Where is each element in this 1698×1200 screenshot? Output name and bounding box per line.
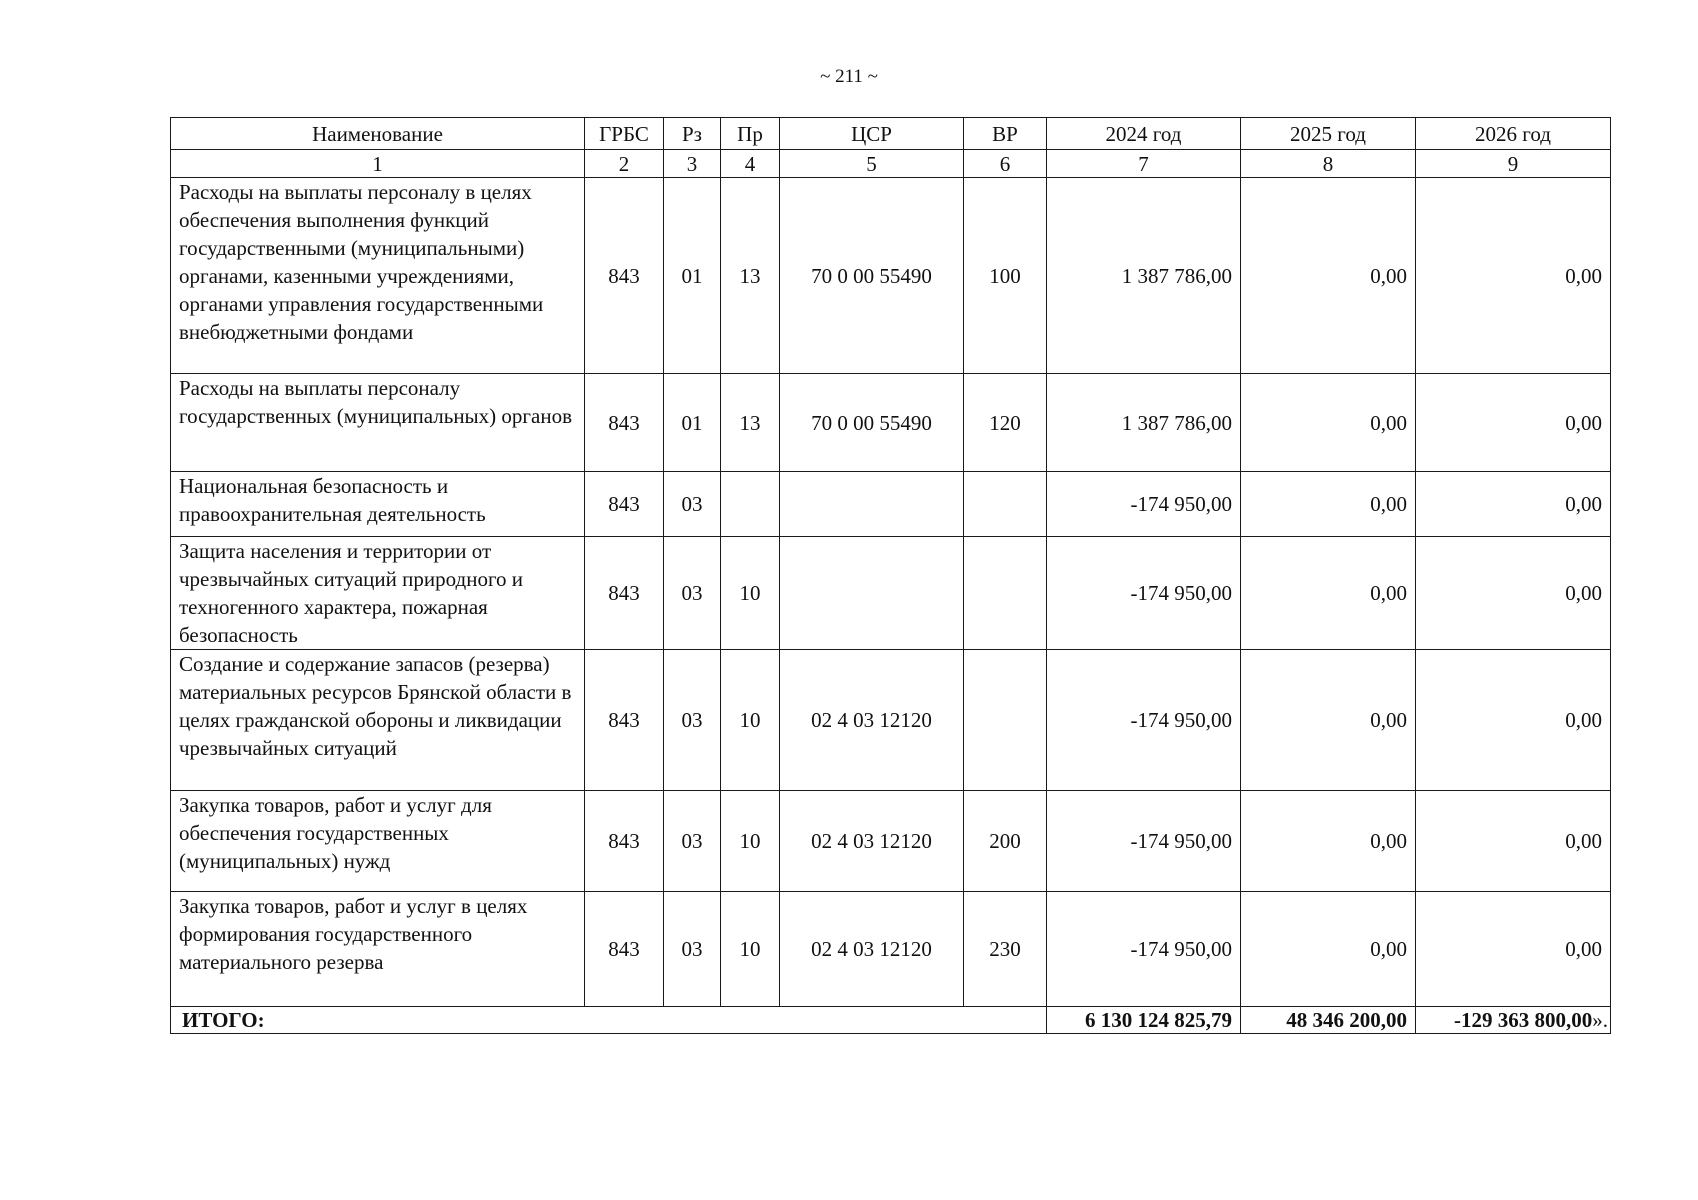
column-number: 8 — [1241, 150, 1416, 178]
row-name: Закупка товаров, работ и услуг для обеспечения государственных (муниципальных) нужд — [171, 791, 585, 892]
table-row — [171, 791, 1611, 892]
header-name: Наименование — [171, 118, 585, 150]
closing-quote: ». — [1592, 1008, 1608, 1032]
row-grbs: 843 — [585, 791, 664, 892]
row-pr — [721, 472, 780, 537]
row-rz: 01 — [664, 178, 721, 374]
row-rz: 03 — [664, 537, 721, 650]
header-2026: 2026 год — [1416, 118, 1611, 150]
row-pr: 10 — [721, 537, 780, 650]
column-number: 7 — [1047, 150, 1241, 178]
row-2025: 0,00 — [1241, 791, 1416, 892]
row-vr: 120 — [964, 374, 1047, 472]
row-name: Защита населения и территории от чрезвычайных ситуаций природного и техногенного характера, пожарная безопасность — [171, 537, 585, 650]
total-label: ИТОГО: — [171, 1007, 1047, 1034]
row-2024: -174 950,00 — [1047, 650, 1241, 791]
row-2026: 0,00 — [1416, 178, 1611, 374]
row-2025: 0,00 — [1241, 178, 1416, 374]
row-rz: 03 — [664, 650, 721, 791]
row-2025: 0,00 — [1241, 537, 1416, 650]
header-vr: ВР — [964, 118, 1047, 150]
row-rz: 01 — [664, 374, 721, 472]
row-vr — [964, 537, 1047, 650]
row-2024: -174 950,00 — [1047, 472, 1241, 537]
row-2024: -174 950,00 — [1047, 892, 1241, 1007]
table-row — [171, 892, 1611, 1007]
header-rz: Рз — [664, 118, 721, 150]
row-name: Национальная безопасность и правоохранительная деятельность — [171, 472, 585, 537]
row-csr: 02 4 03 12120 — [780, 650, 964, 791]
row-2025: 0,00 — [1241, 472, 1416, 537]
table-row — [171, 472, 1611, 537]
row-2025: 0,00 — [1241, 892, 1416, 1007]
row-rz: 03 — [664, 472, 721, 537]
row-vr: 230 — [964, 892, 1047, 1007]
row-2026: 0,00 — [1416, 472, 1611, 537]
row-2026: 0,00 — [1416, 791, 1611, 892]
column-number: 2 — [585, 150, 664, 178]
row-2026: 0,00 — [1416, 650, 1611, 791]
row-pr: 10 — [721, 650, 780, 791]
row-grbs: 843 — [585, 178, 664, 374]
total-2025: 48 346 200,00 — [1241, 1007, 1416, 1034]
header-csr: ЦСР — [780, 118, 964, 150]
row-name: Создание и содержание запасов (резерва) материальных ресурсов Брянской области в целях гражданской обороны и ликвидации чрезвычайных ситуаций — [171, 650, 585, 791]
row-pr: 13 — [721, 178, 780, 374]
row-2024: -174 950,00 — [1047, 791, 1241, 892]
column-number: 1 — [171, 150, 585, 178]
row-name: Закупка товаров, работ и услуг в целях формирования государственного материального резерва — [171, 892, 585, 1007]
row-2026: 0,00 — [1416, 537, 1611, 650]
row-grbs: 843 — [585, 537, 664, 650]
row-2024: 1 387 786,00 — [1047, 374, 1241, 472]
row-csr — [780, 537, 964, 650]
row-csr: 70 0 00 55490 — [780, 374, 964, 472]
header-2024: 2024 год — [1047, 118, 1241, 150]
page-number: ~ 211 ~ — [820, 66, 878, 87]
row-csr: 02 4 03 12120 — [780, 892, 964, 1007]
row-vr — [964, 472, 1047, 537]
table-row — [171, 537, 1611, 650]
total-2026 — [1416, 1007, 1611, 1034]
column-number: 5 — [780, 150, 964, 178]
header-pr: Пр — [721, 118, 780, 150]
table-row — [171, 374, 1611, 472]
table-row — [171, 650, 1611, 791]
row-grbs: 843 — [585, 650, 664, 791]
row-rz: 03 — [664, 791, 721, 892]
row-rz: 03 — [664, 892, 721, 1007]
row-pr: 10 — [721, 791, 780, 892]
row-csr: 70 0 00 55490 — [780, 178, 964, 374]
total-2024: 6 130 124 825,79 — [1047, 1007, 1241, 1034]
header-row — [171, 118, 1611, 150]
column-number-row — [171, 150, 1611, 178]
column-number: 3 — [664, 150, 721, 178]
row-2026: 0,00 — [1416, 892, 1611, 1007]
row-grbs: 843 — [585, 472, 664, 537]
row-2024: 1 387 786,00 — [1047, 178, 1241, 374]
column-number: 6 — [964, 150, 1047, 178]
header-2025: 2025 год — [1241, 118, 1416, 150]
row-2025: 0,00 — [1241, 374, 1416, 472]
row-vr: 200 — [964, 791, 1047, 892]
table-row — [171, 178, 1611, 374]
column-number: 4 — [721, 150, 780, 178]
budget-table — [170, 117, 1611, 1034]
row-vr: 100 — [964, 178, 1047, 374]
row-vr — [964, 650, 1047, 791]
row-2025: 0,00 — [1241, 650, 1416, 791]
row-2026: 0,00 — [1416, 374, 1611, 472]
row-2024: -174 950,00 — [1047, 537, 1241, 650]
row-grbs: 843 — [585, 374, 664, 472]
total-2026-value: -129 363 800,00 — [1454, 1008, 1593, 1032]
total-row — [171, 1007, 1611, 1034]
row-csr: 02 4 03 12120 — [780, 791, 964, 892]
header-grbs: ГРБС — [585, 118, 664, 150]
row-pr: 10 — [721, 892, 780, 1007]
row-csr — [780, 472, 964, 537]
row-pr: 13 — [721, 374, 780, 472]
row-name: Расходы на выплаты персоналу государственных (муниципальных) органов — [171, 374, 585, 472]
row-name: Расходы на выплаты персоналу в целях обеспечения выполнения функций государственными (муниципальными) органами, казенными учреждениями, органами управления государственными внебюджетными фондами — [171, 178, 585, 374]
column-number: 9 — [1416, 150, 1611, 178]
row-grbs: 843 — [585, 892, 664, 1007]
